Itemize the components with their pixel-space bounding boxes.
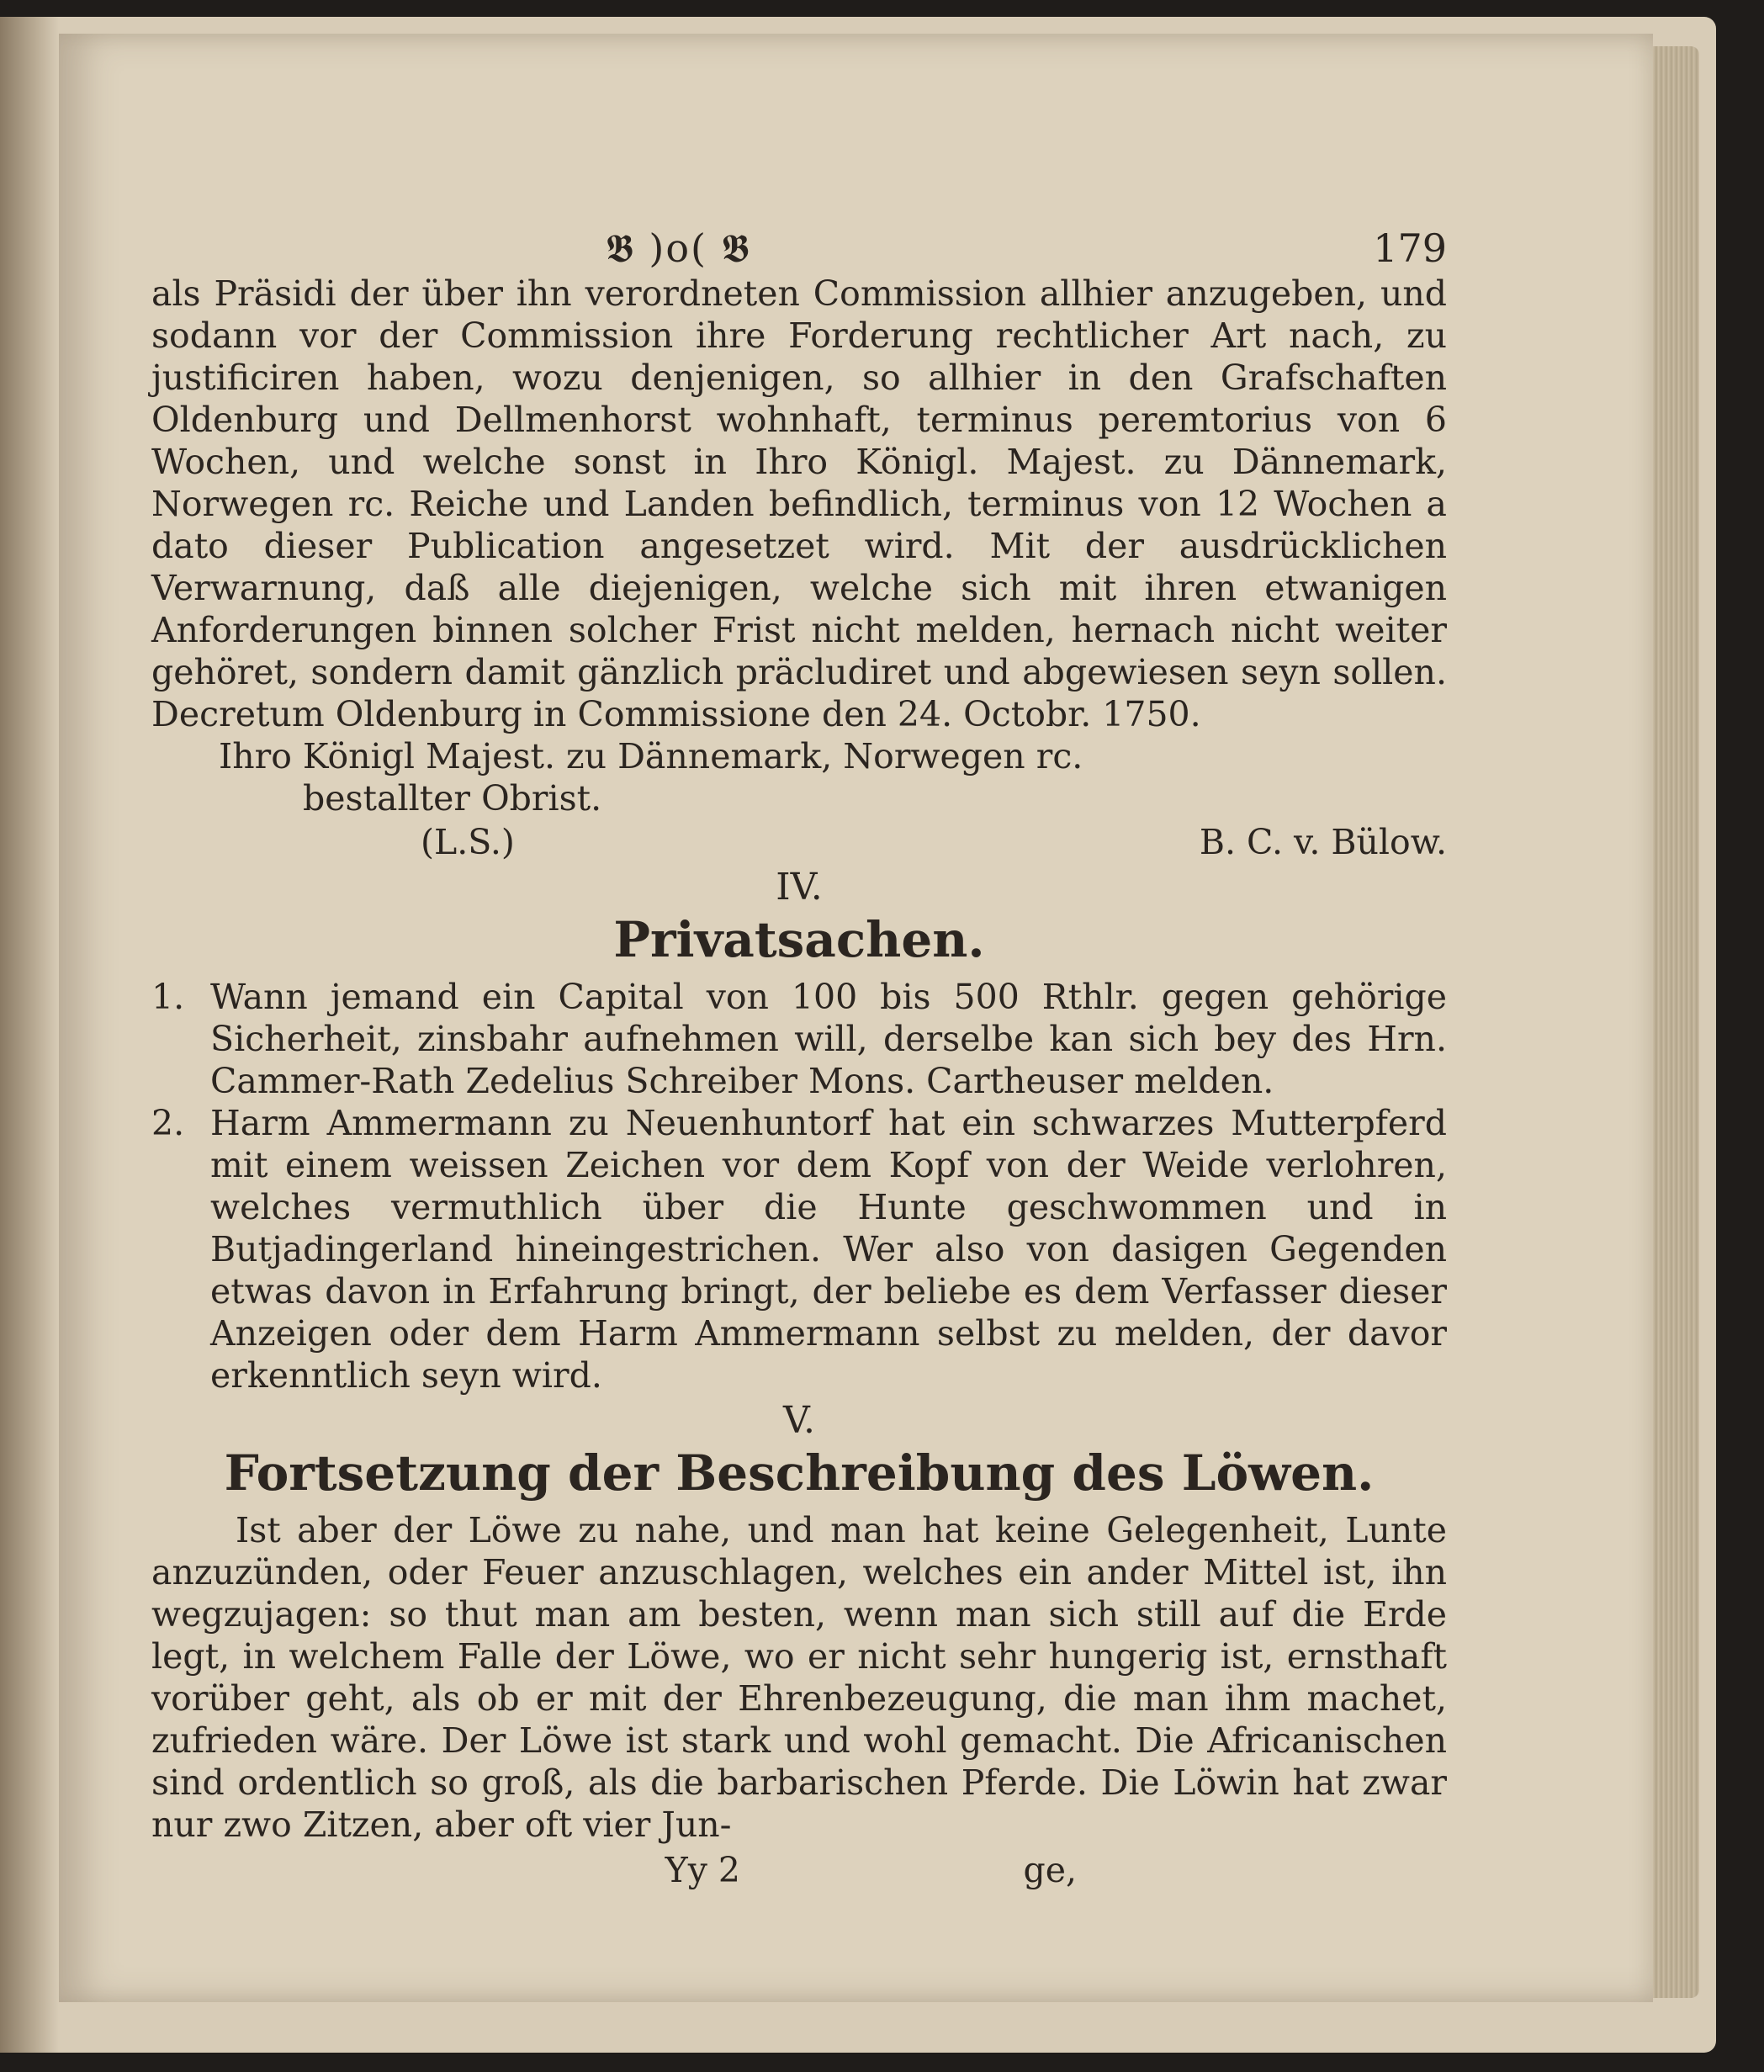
decree-signature-line2: bestallter Obrist.: [303, 778, 602, 819]
page-edges: [1649, 46, 1699, 1998]
running-header: [151, 227, 1447, 269]
section-title: Privatsachen.: [613, 911, 985, 968]
section-title: Fortsetzung der Beschreibung des Löwen.: [224, 1444, 1375, 1502]
section-number: IV.: [776, 866, 823, 909]
item-number: 1.: [151, 977, 185, 1017]
list-item: [151, 976, 1447, 1102]
decree-paragraph: als Präsidi der über ihn verordneten Commission allhier anzugeben, und sodann vor der Commission ihre Forderung rechtlicher Art nach, zu justificiren haben, wozu denjenigen, so allhier in den Grafschaften Oldenburg und Dellmenhorst wohnhaft, terminus peremtorius von 6 Wochen, und welche sonst in Ihro Königl. Majest. zu Dännemark, Norwegen rc. Reiche und Landen befindlich, terminus von 12 Wochen a dato dieser Publication angesetzet wird. Mit der ausdrücklichen Verwarnung, daß alle diejenigen, welche sich mit ihren etwanigen Anforderungen binnen solcher Frist nicht melden, hernach nicht weiter gehöret, sondern damit gänzlich präcludiret und abgewiesen seyn sollen. Decretum Oldenburg in Commissione den 24. Octobr. 1750.: [151, 273, 1447, 734]
signer: B. C. v. Bülow.: [1199, 822, 1447, 862]
item-number: 2.: [151, 1103, 185, 1143]
page-number: 179: [1373, 225, 1447, 271]
page-text: [151, 227, 1447, 1891]
signature-line: [151, 1849, 1447, 1891]
book-spine: [0, 17, 59, 2053]
catchword: ge,: [1023, 1850, 1077, 1890]
book-page: [59, 34, 1653, 2002]
item-text: Wann jemand ein Capital von 100 bis 500 Rthlr. gegen gehörige Sicherheit, zinsbahr aufnehmen will, derselbe kan sich bey des Hrn. Cammer-Rath Zedelius Schreiber Mons. Cartheuser melden.: [210, 977, 1447, 1101]
item-text: Harm Ammermann zu Neuenhuntorf hat ein schwarzes Mutterpferd mit einem weissen Zeichen vor dem Kopf von der Weide verlohren, welches vermuthlich über die Hunte geschwommen und in Butjadingerland hineingestrichen. Wer also von dasigen Gegenden etwas davon in Erfahrung bringt, der beliebe es dem Verfasser dieser Anzeigen oder dem Harm Ammermann selbst zu melden, der davor erkenntlich seyn wird.: [210, 1103, 1447, 1396]
list-item: [151, 1102, 1447, 1396]
signature-mark: Yy 2: [665, 1850, 740, 1890]
seal-row: [151, 821, 1447, 863]
seal: (L.S.): [421, 822, 515, 862]
header-ornament: 𝕭 )o( 𝕭: [606, 225, 751, 271]
section-number: V.: [782, 1399, 816, 1442]
decree-signature-line1: Ihro Königl Majest. zu Dännemark, Norwegen rc.: [219, 736, 1083, 776]
lion-paragraph: Ist aber der Löwe zu nahe, und man hat keine Gelegenheit, Lunte anzuzünden, oder Feuer anzuschlagen, welches ein ander Mittel ist, ihn wegzujagen: so thut man am besten, wenn man sich still auf die Erde legt, in welchem Falle der Löwe, wo er nicht sehr hungerig ist, ernsthaft vorüber geht, als ob er mit der Ehrenbezeugung, die man ihm machet, zufrieden wäre. Der Löwe ist stark und wohl gemacht. Die Africanischen sind ordentlich so groß, als die barbarischen Pferde. Die Löwin hat zwar nur zwo Zitzen, aber oft vier Jun-: [151, 1510, 1447, 1845]
